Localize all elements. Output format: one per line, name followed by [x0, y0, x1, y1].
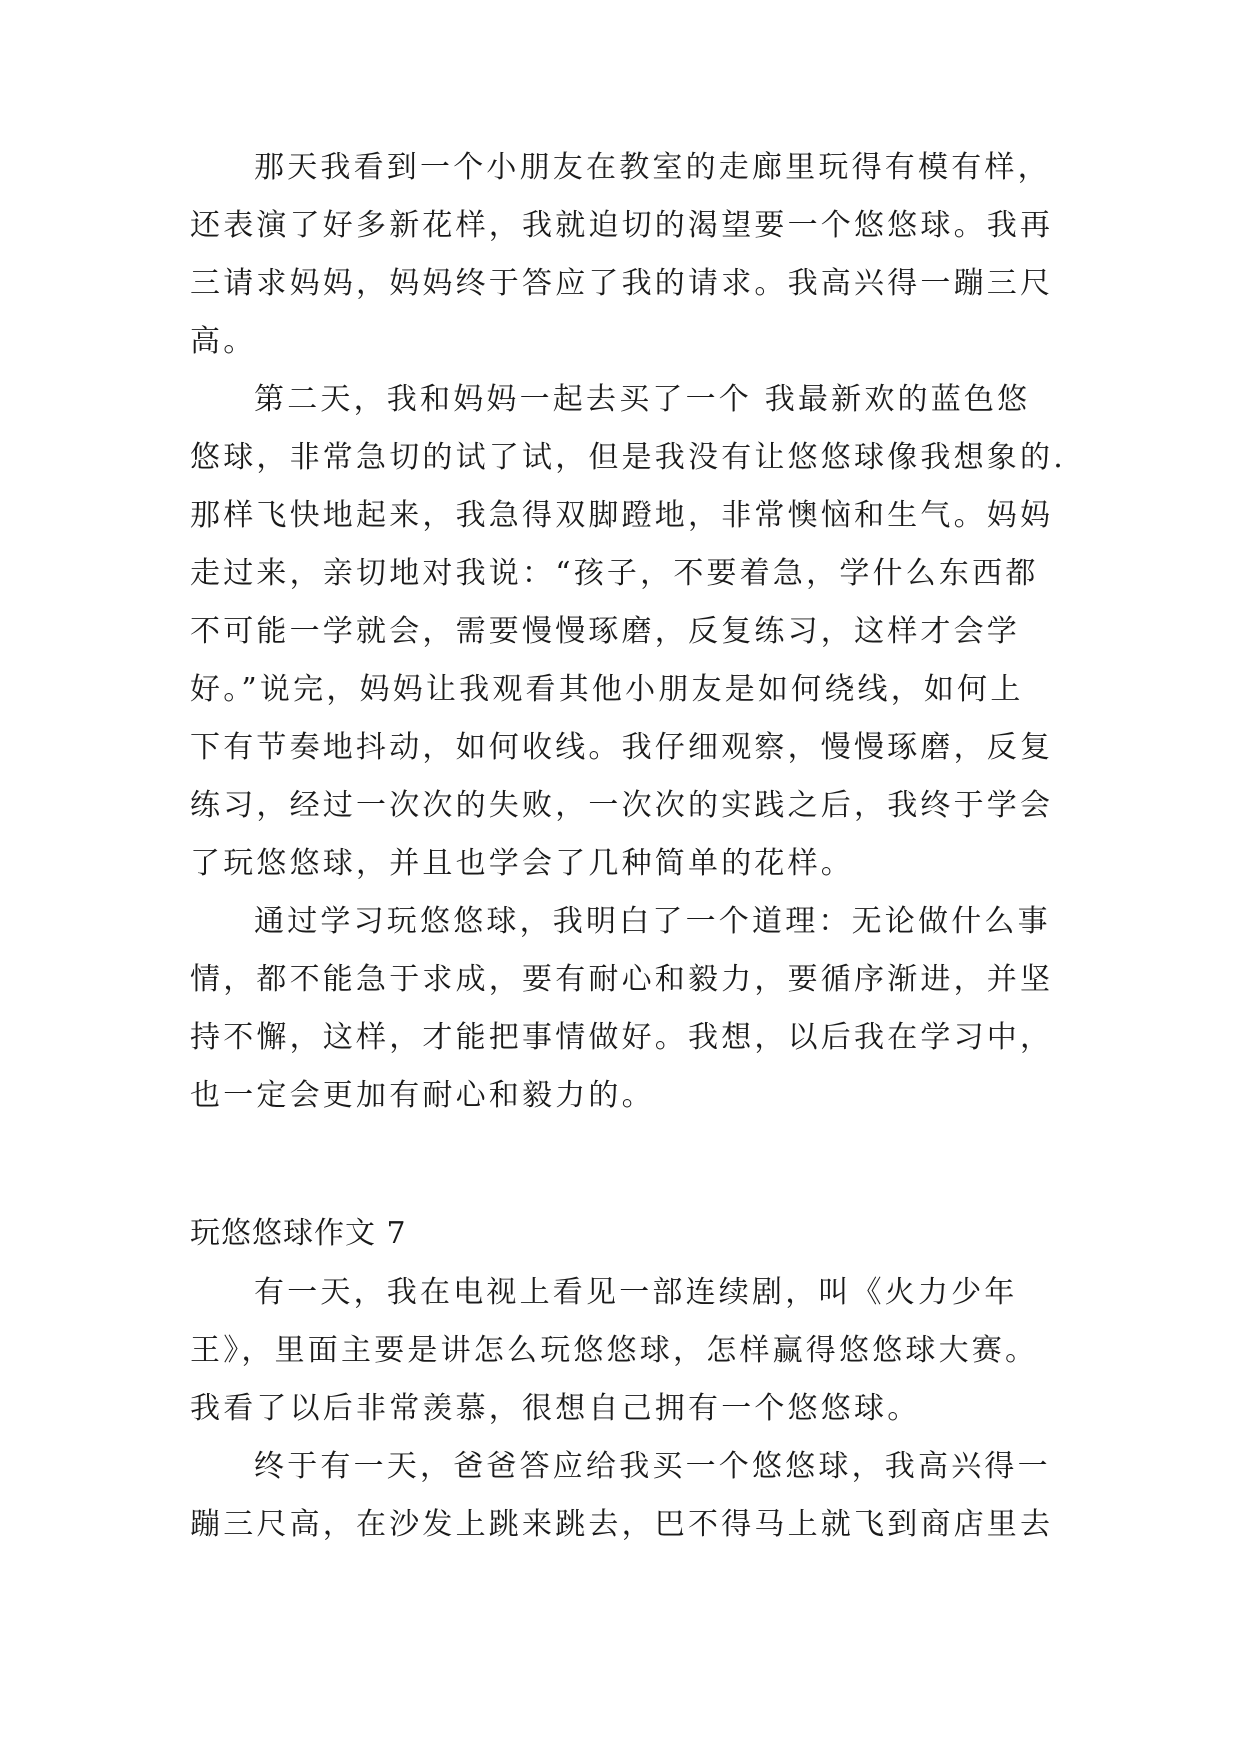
- section-heading: 玩悠悠球作文 7: [190, 1216, 407, 1251]
- paragraph-line: 蹦三尺高，在沙发上跳来跳去，巴不得马上就飞到商店里去: [190, 1507, 1054, 1542]
- paragraph-line: 悠球，非常急切的试了试，但是我没有让悠悠球像我想象的.: [190, 440, 1066, 475]
- essay-body-part1: [190, 139, 1066, 1125]
- essay-body-part2: [190, 1264, 1060, 1554]
- paragraph-line: 好。”说完，妈妈让我观看其他小朋友是如何绕线，如何上: [190, 672, 1024, 707]
- paragraph-line: 还表演了好多新花样，我就迫切的渴望要一个悠悠球。我再: [190, 208, 1054, 243]
- paragraph-line: 走过来，亲切地对我说：“孩子，不要着急，学什么东西都: [190, 556, 1039, 591]
- paragraph-line: 我看了以后非常羡慕，很想自己拥有一个悠悠球。: [190, 1391, 921, 1426]
- paragraph-line: 三请求妈妈，妈妈终于答应了我的请求。我高兴得一蹦三尺: [190, 266, 1054, 301]
- paragraph-line: 那样飞快地起来，我急得双脚蹬地，非常懊恼和生气。妈妈: [190, 498, 1054, 533]
- paragraph-line: 王》，里面主要是讲怎么玩悠悠球，怎样赢得悠悠球大赛。: [190, 1333, 1039, 1368]
- paragraph-line: 有一天，我在电视上看见一部连续剧，叫《火力少年: [254, 1275, 1018, 1310]
- paragraph-line: 通过学习玩悠悠球，我明白了一个道理：无论做什么事: [254, 904, 1051, 939]
- paragraph-line: 那天我看到一个小朋友在教室的走廊里玩得有模有样，: [254, 150, 1051, 185]
- paragraph-line: 也一定会更加有耐心和毅力的。: [190, 1078, 655, 1113]
- paragraph-line: 下有节奏地抖动，如何收线。我仔细观察，慢慢琢磨，反复: [190, 730, 1054, 765]
- paragraph-line: 练习，经过一次次的失败，一次次的实践之后，我终于学会: [190, 788, 1054, 823]
- paragraph-line: 持不懈，这样，才能把事情做好。我想，以后我在学习中，: [190, 1020, 1054, 1055]
- paragraph-line: 终于有一天，爸爸答应给我买一个悠悠球，我高兴得一: [254, 1449, 1051, 1484]
- paragraph-line: 高。: [190, 324, 257, 359]
- paragraph-line: 情，都不能急于求成，要有耐心和毅力，要循序渐进，并坚: [190, 962, 1054, 997]
- paragraph-line: 不可能一学就会，需要慢慢琢磨，反复练习，这样才会学: [190, 614, 1020, 649]
- paragraph-line: 第二天，我和妈妈一起去买了一个 我最新欢的蓝色悠: [254, 382, 1031, 417]
- paragraph-line: 了玩悠悠球，并且也学会了几种简单的花样。: [190, 846, 854, 881]
